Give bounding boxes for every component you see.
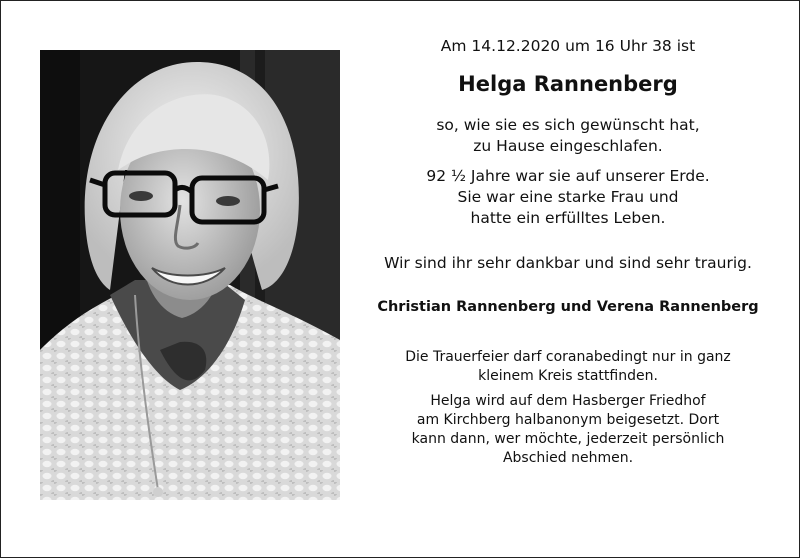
text-line: so, wie sie es sich gewünscht hat, (436, 116, 700, 134)
text-line: am Kirchberg halbanonym beigesetzt. Dort (416, 412, 720, 428)
text-line: kleinem Kreis stattfinden. (478, 368, 658, 384)
paragraph-3 (368, 253, 768, 274)
family-signature (368, 297, 768, 317)
text-line: hatte ein erfülltes Leben. (470, 209, 666, 227)
text-line: Die Trauerfeier darf coranabedingt nur in ganz (405, 349, 731, 365)
intro-line: Am 14.12.2020 um 16 Uhr 38 ist (440, 37, 696, 55)
portrait-photo (40, 50, 340, 500)
text-line: Helga wird auf dem Hasberger Friedhof (430, 393, 706, 409)
funeral-paragraph-1 (368, 348, 768, 386)
deceased-name: Helga Rannenberg (458, 72, 678, 96)
paragraph-1 (368, 115, 768, 157)
text-line: Sie war eine starke Frau und (457, 188, 679, 206)
text-line: zu Hause eingeschlafen. (473, 137, 663, 155)
text-line: Wir sind ihr sehr dankbar und sind sehr traurig. (384, 254, 752, 272)
paragraph-2 (368, 166, 768, 229)
family-names: Christian Rannenberg und Verena Rannenberg (377, 299, 759, 315)
text-line: 92 ½ Jahre war sie auf unserer Erde. (426, 167, 710, 185)
text-line: kann dann, wer möchte, jederzeit persönlich (411, 431, 725, 447)
notice-text (368, 36, 768, 468)
text-line: Abschied nehmen. (502, 450, 634, 466)
funeral-paragraph-2 (368, 392, 768, 468)
